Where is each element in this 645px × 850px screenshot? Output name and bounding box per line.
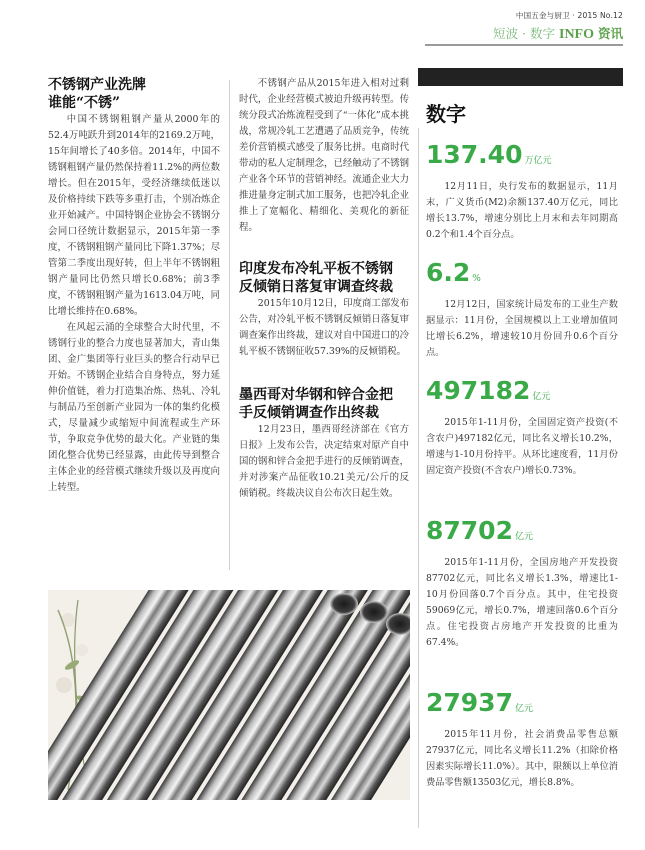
- india-article-body: 2015年10月12日，印度商工部发布公告，对冷轧平板不锈钢反倾销日落复审调查案作出终裁，建议对自中国进口的冷轧平板不锈钢征收57.39%的反倾销税。: [239, 298, 409, 357]
- mexico-title-line-1: 墨西哥对华钢和锌合金把: [239, 387, 393, 403]
- stat-unit: 亿元: [514, 532, 533, 542]
- stat-value: 137.40: [426, 140, 523, 169]
- stat-value: 87702: [426, 516, 513, 545]
- stat-value: 27937: [426, 688, 513, 717]
- stat-item-fixed-asset: [426, 376, 618, 479]
- stat-unit: %: [472, 274, 481, 284]
- stat-item-industry: [426, 258, 618, 361]
- stat-figure: [426, 140, 618, 176]
- section-tag-en: INFO: [559, 27, 594, 42]
- india-title-line-1: 印度发布冷轧平板不锈钢: [239, 261, 393, 277]
- column-divider: [229, 80, 230, 570]
- article-title-line-2: 谁能“不锈”: [48, 95, 121, 111]
- stat-item-real-estate: [426, 516, 618, 651]
- mexico-article-title: [239, 386, 409, 422]
- sidebar-rule: [418, 128, 419, 828]
- stat-figure: [426, 258, 618, 294]
- stat-item-m2: [426, 140, 618, 243]
- numbers-sidebar: [418, 68, 623, 838]
- stat-text: 2015年11月份，社会消费品零售总额27937亿元，同比名义增长11.2%（扣除价格因素实际增长11.0%）。其中，限额以上单位消费品零售额13503亿元，增长8.8%。: [426, 729, 618, 788]
- india-article-title: [239, 260, 409, 296]
- publication-line: 中国五金与厨卫 · 2015 No.12: [515, 11, 623, 20]
- article-title-line-1: 不锈钢产业洗牌: [48, 77, 146, 93]
- stat-figure: [426, 516, 618, 552]
- sidebar-top-bar: [418, 68, 623, 86]
- stat-figure: [426, 688, 618, 724]
- section-tag: [493, 24, 623, 43]
- article-title: [48, 76, 220, 112]
- stainless-pipes-photo: [48, 590, 410, 800]
- article-continuation: 不锈钢产品从2015年进入相对过剩时代，企业经营模式被迫升级再转型。传统分段式冶炼流程受到了“一体化”成本挑战，常规冷轧工艺遭遇了品质竞争，传统差价营销模式感受了服务比拼。电商时代带动的私人定制理念，已经触动了不锈钢产业各个环节的营销神经。流通企业大力推进量身定制式加工服务，也把冷轧企业推上了宽幅化、精细化、美观化的新征程。: [239, 78, 409, 233]
- article-column-2: [239, 76, 409, 502]
- stat-value: 6.2: [426, 258, 471, 287]
- stat-unit: 亿元: [514, 704, 533, 714]
- sidebar-title: 数字: [426, 102, 466, 126]
- section-tag-zh: 短波 · 数字: [493, 26, 556, 41]
- article-stainless-industry: [48, 76, 220, 496]
- stat-text: 2015年1-11月份，全国房地产开发投资87702亿元，同比名义增长1.3%，增速比1-10月份回落0.7个百分点。其中，住宅投资59069亿元，增长0.7%，增速回落0.6个百分点。住宅投资占房地产开发投资的比重为67.4%。: [426, 557, 618, 648]
- article-paragraph-1: 中国不锈钢粗钢产量从2000年的52.4万吨跃升到2014年的2169.2万吨，15年间增长了40多倍。2014年，中国不锈钢粗钢产量仍然保持着11.2%的两位数增长。但在2015年，受经济继续低迷以及价格持续下跌等多重打击，个别冶炼企业开始减产。中国特钢企业协会不锈钢分会同口径统计数据显示，2015年第一季度，不锈钢粗钢产量同比下降1.37%；尽管第二季度出现好转，但上半年不锈钢粗钢产量同比仍然只增长0.68%；前3季度，不锈钢粗钢产量为1613.04万吨，同比增长维持在0.68%。: [48, 114, 220, 317]
- stat-unit: 亿元: [532, 392, 551, 402]
- stainless-pipes-illustration: [48, 590, 410, 800]
- article-paragraph-2: 在风起云涌的全球整合大时代里，不锈钢行业的整合力度也显著加大，青山集团、金广集团等行业巨头的整合行动早已开始。不锈钢企业结合自身特点，努力延伸价值链，着力打造集冶炼、热轧、冷轧与制品乃至创新产业园为一体的集约化模式，尽量减少或缩短中间流程或生产环节，争取竞争优势的最大化。产业链的集团化整合优势已经显露，由此传导到整合主体企业的经营模式继续升级以及再度向上转型。: [48, 322, 220, 493]
- stat-text: 12月12日，国家统计局发布的工业生产数据显示：11月份，全国规模以上工业增加值同比增长6.2%，增速较10月份回升0.6个百分点。: [426, 299, 618, 358]
- header-rule: [425, 44, 623, 46]
- stat-value: 497182: [426, 376, 531, 405]
- stat-text: 12月11日，央行发布的数据显示，11月末，广义货币(M2)余额137.40万亿元，同比增长13.7%，增速分别比上月末和去年同期高0.2个和1.4个百分点。: [426, 181, 618, 240]
- india-title-line-2: 反倾销日落复审调查终裁: [239, 279, 393, 295]
- stat-item-retail: [426, 688, 618, 791]
- stat-figure: [426, 376, 618, 412]
- stat-unit: 万亿元: [524, 156, 552, 166]
- section-tag-tail: 资讯: [597, 26, 623, 41]
- mexico-article-body: 12月23日，墨西哥经济部在《官方日报》上发布公告，决定结束对原产自中国的钢和锌合金把手进行的反倾销调查，并对涉案产品征收10.21美元/公斤的反倾销税。终裁决议自公布次日起生效。: [239, 424, 409, 499]
- mexico-title-line-2: 手反倾销调查作出终裁: [239, 405, 379, 421]
- stat-text: 2015年1-11月份，全国固定资产投资(不含农户)497182亿元，同比名义增长10.2%，增速与1-10月份持平。从环比速度看，11月份固定资产投资(不含农户)增长0.73%。: [426, 417, 618, 476]
